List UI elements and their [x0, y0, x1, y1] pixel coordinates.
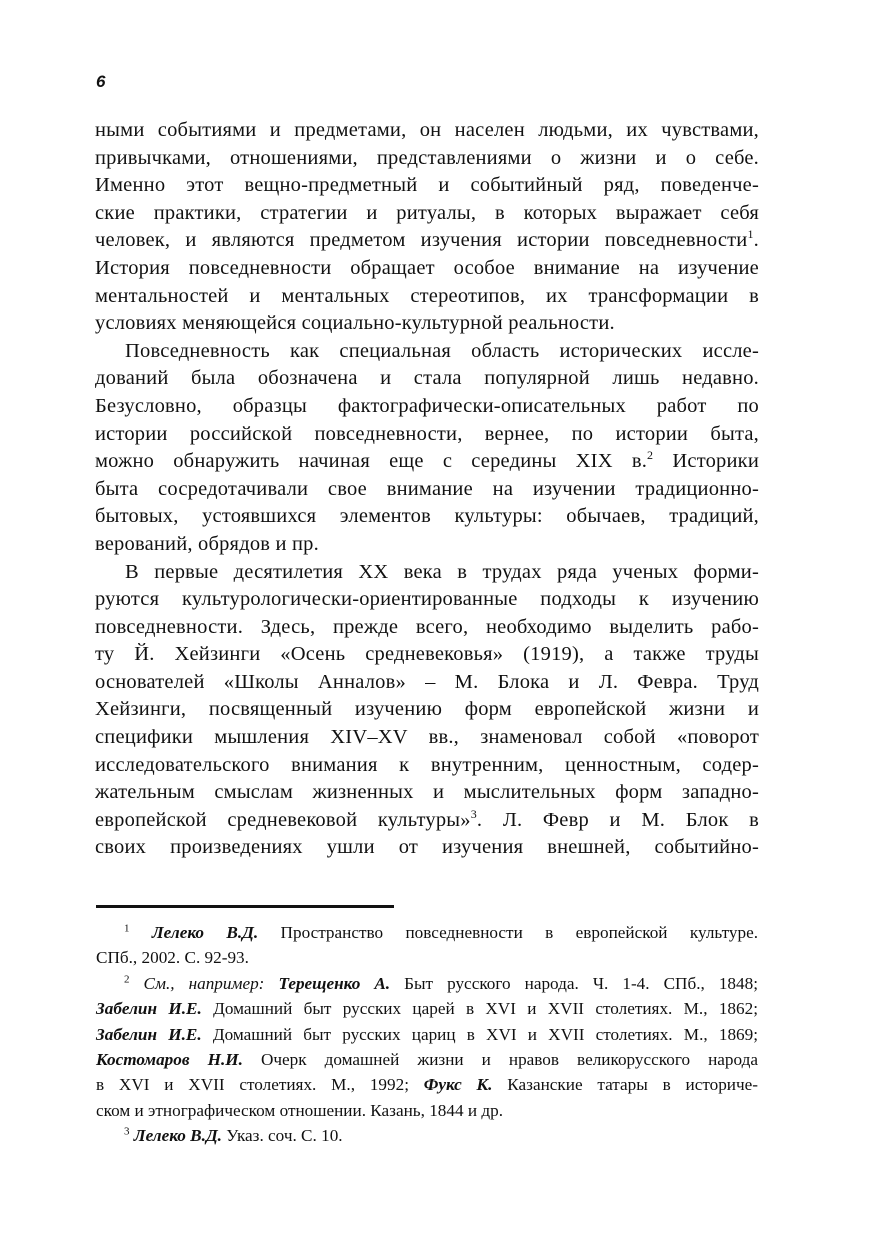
paragraph-2: [95, 338, 759, 559]
text-line: Хейзинги, посвященный изучению форм европейской жизни и: [95, 698, 759, 721]
text-line: ментальностей и ментальных стереотипов, их трансформации в: [95, 284, 759, 307]
footnote-text: Пространство повседневности в европейской культуре.: [258, 923, 758, 942]
text-line: условиях меняющейся социально-культурной реальности.: [95, 312, 615, 335]
text-line: основателей «Школы Анналов» – М. Блока и Л. Февра. Труд: [95, 670, 759, 693]
footnote-text: Домашний быт русских царей в XVI и XVII столетиях. М., 1862;: [201, 999, 758, 1019]
paragraph-3: [95, 559, 759, 863]
text-line: [95, 807, 759, 835]
footnote-author: Костомаров Н.И.: [96, 1050, 243, 1070]
footnote-1: [96, 920, 758, 945]
text-line: [95, 448, 759, 476]
footnote-ref: 2: [647, 448, 654, 463]
footnote-text: в XVI и XVII столетиях. М., 1992;: [96, 1075, 424, 1095]
text-line-part: можно обнаружить начиная еще с середины XIX в.: [95, 450, 648, 473]
text-line: бытовых, устоявшихся элементов культуры: обычаев, традиций,: [95, 505, 759, 528]
text-line: Именно этот вещно-предметный и событийный ряд, поведенче-: [95, 174, 759, 197]
footnote-author: Лелеко В.Д.: [151, 923, 259, 942]
text-line: привычками, отношениями, представлениями о жизни и о себе.: [95, 146, 759, 169]
footnote-text: Домашний быт русских цариц в XVI и XVII столетиях. М., 1869;: [201, 1024, 758, 1044]
text-line: ские практики, стратегии и ритуалы, в которых выражает себя: [95, 201, 759, 224]
text-line: Безусловно, образцы фактографически-описательных работ по: [95, 394, 759, 417]
text-line: верований, обрядов и пр.: [95, 532, 319, 555]
footnote-line: [96, 1047, 758, 1072]
footnote-text: Быт русского народа. Ч. 1-4. СПб., 1848;: [390, 973, 758, 993]
footnote-text: Казанские татары в историче-: [492, 1075, 758, 1095]
footnote-ref: 1: [747, 227, 754, 242]
footnote-text: Указ. соч. С. 10.: [221, 1126, 343, 1146]
text-line-part: европейской средневековой культуры»: [95, 808, 471, 831]
footnote-line: [96, 996, 758, 1021]
text-line: своих произведениях ушли от изучения внешней, событийно-: [95, 836, 759, 859]
footnote-3: [96, 1123, 758, 1148]
footnote-mark: 3: [124, 1125, 130, 1138]
text-line-part: человек, и являются предметом изучения истории повседневности: [95, 229, 748, 252]
footnote-mark: 1: [124, 922, 130, 935]
footnote-author: Лелеко В.Д.: [133, 1126, 222, 1146]
footnote-author: Забелин И.Е.: [96, 1024, 202, 1044]
text-line: [95, 227, 759, 255]
paragraph-1: [95, 117, 759, 338]
footnote-author: Фукс К.: [423, 1075, 493, 1095]
footnote-see: См., например:: [143, 973, 265, 993]
footnotes: [96, 920, 758, 1149]
footnote-line: СПб., 2002. С. 92-93.: [96, 948, 249, 968]
text-line: История повседневности обращает особое внимание на изучение: [95, 256, 759, 279]
text-line: дований была обозначена и стала популярной лишь недавно.: [95, 367, 759, 390]
text-line: ными событиями и предметами, он населен людьми, их чувствами,: [95, 119, 759, 141]
footnote-ref: 3: [470, 807, 477, 822]
text-line: ту Й. Хейзинги «Осень средневековья» (1919), а также труды: [95, 643, 759, 666]
footnote-line: [96, 1072, 758, 1097]
text-line: специфики мышления XIV–XV вв., знаменовал собой «поворот: [95, 726, 759, 749]
footnote-author: Забелин И.Е.: [96, 999, 202, 1019]
page-number: 6: [96, 72, 106, 91]
text-line-part: Историки: [672, 450, 759, 473]
text-line: быта сосредотачивали свое внимание на изучении традиционно-: [95, 477, 759, 500]
main-text: [95, 117, 759, 862]
text-line: Повседневность как специальная область исторических иссле-: [125, 339, 759, 362]
text-line: В первые десятилетия XX века в трудах ряда ученых форми-: [125, 560, 759, 583]
footnote-line: ском и этнографическом отношении. Казань, 1844 и др.: [96, 1100, 504, 1120]
text-line: повседневности. Здесь, прежде всего, необходимо выделить рабо-: [95, 615, 759, 638]
text-line-part: . Л. Февр и М. Блок в: [476, 808, 759, 831]
text-line: руются культурологически-ориентированные подходы к изучению: [95, 588, 759, 611]
footnote-2: [96, 971, 758, 996]
footnote-text: Очерк домашней жизни и нравов великорусского народа: [242, 1050, 758, 1070]
text-line-part: .: [753, 229, 759, 252]
text-line: истории российской повседневности, вернее, по истории быта,: [95, 422, 759, 445]
text-line: исследовательского внимания к внутренним, ценностным, содер-: [95, 753, 759, 776]
footnote-mark: 2: [124, 973, 130, 986]
footnote-line: [96, 1022, 758, 1047]
footnote-divider: [96, 905, 394, 908]
footnote-author: Терещенко А.: [278, 973, 391, 993]
text-line: жательным смыслам жизненных и мыслительных форм западно-: [95, 781, 759, 804]
